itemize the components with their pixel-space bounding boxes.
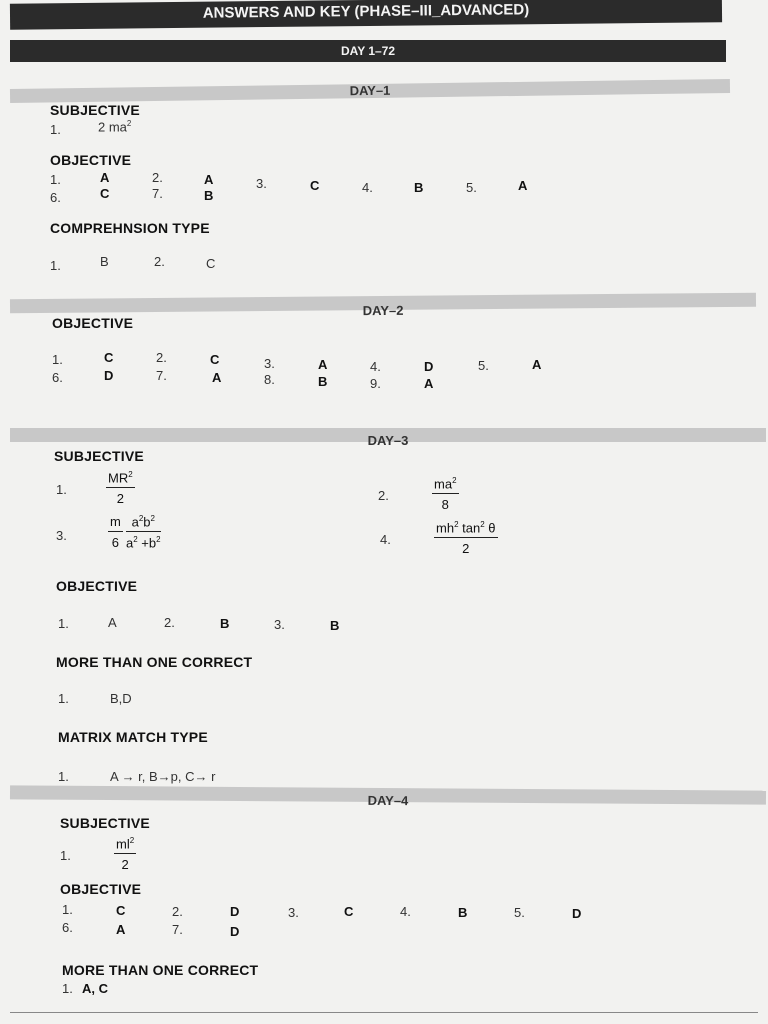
page-title: ANSWERS AND KEY (PHASE–III_ADVANCED) [202, 1, 530, 22]
d4-o1-num: 1. [62, 902, 73, 917]
denominator: 2 [121, 857, 129, 873]
d1-c1-num: 1. [50, 258, 61, 273]
day-3-label: DAY–3 [367, 433, 409, 448]
denominator: 6 [111, 535, 120, 550]
exp: 2 [126, 119, 132, 128]
d1-o6-num: 6. [50, 190, 61, 205]
t: θ [484, 520, 496, 536]
d4-o7-num: 7. [172, 922, 183, 937]
day-3-matrix-heading: MATRIX MATCH TYPE [58, 729, 208, 745]
d1-o4-num: 4. [362, 180, 373, 195]
d4-o4-ans: B [458, 905, 468, 920]
d4-o3-num: 3. [288, 905, 299, 920]
d3-o3-ans: B [330, 618, 340, 633]
d2-o9-num: 9. [370, 376, 381, 391]
t: tan [458, 520, 481, 536]
day-2-label: DAY–2 [362, 302, 404, 319]
d2-o3-num: 3. [264, 356, 275, 371]
d3-s3-left-fraction [108, 514, 123, 550]
t: mh [436, 520, 455, 536]
d4-o4-num: 4. [400, 904, 411, 919]
d2-o4-ans: D [424, 359, 434, 374]
d2-o1-num: 1. [52, 352, 63, 367]
day-1-comprehension-heading: COMPREHNSION TYPE [50, 220, 210, 236]
d3-s1-fraction [106, 470, 135, 506]
denominator: 8 [441, 497, 449, 513]
d4-o6-ans: A [116, 922, 126, 937]
d3-s1-num: 1. [56, 482, 67, 497]
d4-o7-ans: D [230, 924, 240, 939]
exp: 2 [480, 520, 485, 529]
d2-o6-ans: D [104, 368, 114, 383]
d2-o7-num: 7. [156, 368, 167, 383]
d4-o5-num: 5. [514, 905, 525, 920]
d2-o4-num: 4. [370, 359, 381, 374]
d3-o2-num: 2. [164, 615, 175, 630]
d1-o3-ans: C [310, 178, 320, 193]
d4-o6-num: 6. [62, 920, 73, 935]
d1-o5-ans: A [518, 178, 528, 193]
day-2-bar [10, 293, 756, 319]
numerator: MR [108, 470, 129, 486]
exp: 2 [138, 514, 144, 523]
d4-m1-ans: A, C [82, 981, 108, 996]
d2-o2-num: 2. [156, 350, 167, 365]
day-3-more-heading: MORE THAN ONE CORRECT [56, 654, 253, 670]
d1-o7-ans: B [204, 188, 214, 203]
day-1-label: DAY–1 [349, 82, 391, 99]
d2-o7-ans: A [212, 370, 222, 385]
d1-o5-num: 5. [466, 180, 477, 195]
exp: 2 [150, 514, 155, 523]
footer-divider [10, 1012, 758, 1013]
d4-o2-num: 2. [172, 904, 183, 919]
d3-s4-num: 4. [380, 532, 391, 547]
d1-o4-ans: B [414, 180, 424, 195]
d3-s3-right-fraction [126, 514, 161, 551]
d3-o3-num: 3. [274, 617, 285, 632]
day-1-subjective-heading: SUBJECTIVE [50, 102, 140, 118]
d2-o9-ans: A [424, 376, 434, 391]
d2-o5-num: 5. [478, 358, 489, 373]
d3-x1-ans: A → r, B→p, C→ r [110, 769, 216, 784]
day-3-objective-heading: OBJECTIVE [56, 578, 138, 594]
day-range: DAY 1–72 [340, 44, 396, 58]
t: b [143, 514, 151, 530]
expr: 2 ma [98, 119, 127, 135]
numerator: m [108, 514, 123, 532]
d1-o1-num: 1. [50, 172, 61, 187]
d3-o2-ans: B [220, 616, 230, 631]
d2-o6-num: 6. [52, 370, 63, 385]
d1-c1-ans: B [100, 254, 109, 269]
d1-o2-num: 2. [152, 170, 163, 185]
d3-x1-num: 1. [58, 769, 69, 784]
d3-s4-fraction [434, 520, 498, 556]
d3-m1-ans: B,D [110, 691, 132, 706]
exp: 2 [129, 836, 135, 845]
d1-c2-num: 2. [154, 254, 165, 269]
d4-o5-ans: D [572, 906, 582, 921]
d4-s1-num: 1. [60, 848, 71, 863]
d2-o5-ans: A [532, 357, 542, 372]
day-range-banner [10, 40, 726, 62]
day-4-bar [10, 785, 766, 809]
page-title-banner [10, 0, 722, 30]
day-1-objective-heading: OBJECTIVE [50, 152, 132, 168]
day-4-objective-heading: OBJECTIVE [60, 881, 142, 897]
day-1-subj-q1-num: 1. [50, 122, 61, 137]
day-3-subjective-heading: SUBJECTIVE [54, 448, 144, 464]
d1-o6-ans: C [100, 186, 110, 201]
d3-m1-num: 1. [58, 691, 69, 706]
t: a [126, 535, 134, 551]
d4-s1-fraction [114, 836, 136, 872]
exp: 2 [133, 535, 138, 545]
exp: 2 [128, 470, 133, 479]
d2-o2-ans: C [210, 352, 220, 367]
d1-c2-ans: C [206, 256, 216, 271]
day-4-subjective-heading: SUBJECTIVE [60, 815, 150, 831]
d1-o7-num: 7. [152, 186, 163, 201]
d1-o2-ans: A [204, 172, 214, 187]
day-1-bar [10, 79, 730, 103]
exp: 2 [156, 535, 161, 545]
t: +b [137, 535, 157, 551]
d4-o2-ans: D [230, 904, 240, 919]
denominator: 2 [462, 541, 470, 557]
d2-o8-ans: B [318, 374, 328, 389]
d3-o1-num: 1. [58, 616, 69, 631]
day-4-more-heading: MORE THAN ONE CORRECT [62, 962, 259, 978]
d3-o1-ans: A [108, 615, 117, 630]
day-1-subj-q1-ans [98, 119, 131, 134]
day-4-label: DAY–4 [367, 792, 409, 809]
day-3-bar [10, 428, 766, 448]
d3-s2-fraction [432, 476, 459, 512]
d3-s3-num: 3. [56, 528, 67, 543]
denominator: 2 [116, 491, 124, 507]
d4-o3-ans: C [344, 904, 354, 919]
exp: 2 [452, 476, 457, 485]
d1-o1-ans: A [100, 170, 110, 185]
numerator: ma [434, 476, 453, 492]
d1-o3-num: 3. [256, 176, 267, 191]
d2-o8-num: 8. [264, 372, 275, 387]
d4-m1-num: 1. [62, 981, 73, 996]
exp: 2 [454, 520, 459, 529]
d2-o3-ans: A [318, 357, 328, 372]
t: a [131, 514, 139, 530]
d4-o1-ans: C [116, 903, 126, 918]
d2-o1-ans: C [104, 350, 114, 365]
d3-s2-num: 2. [378, 488, 389, 503]
day-2-objective-heading: OBJECTIVE [52, 315, 134, 331]
numerator: ml [116, 836, 130, 852]
